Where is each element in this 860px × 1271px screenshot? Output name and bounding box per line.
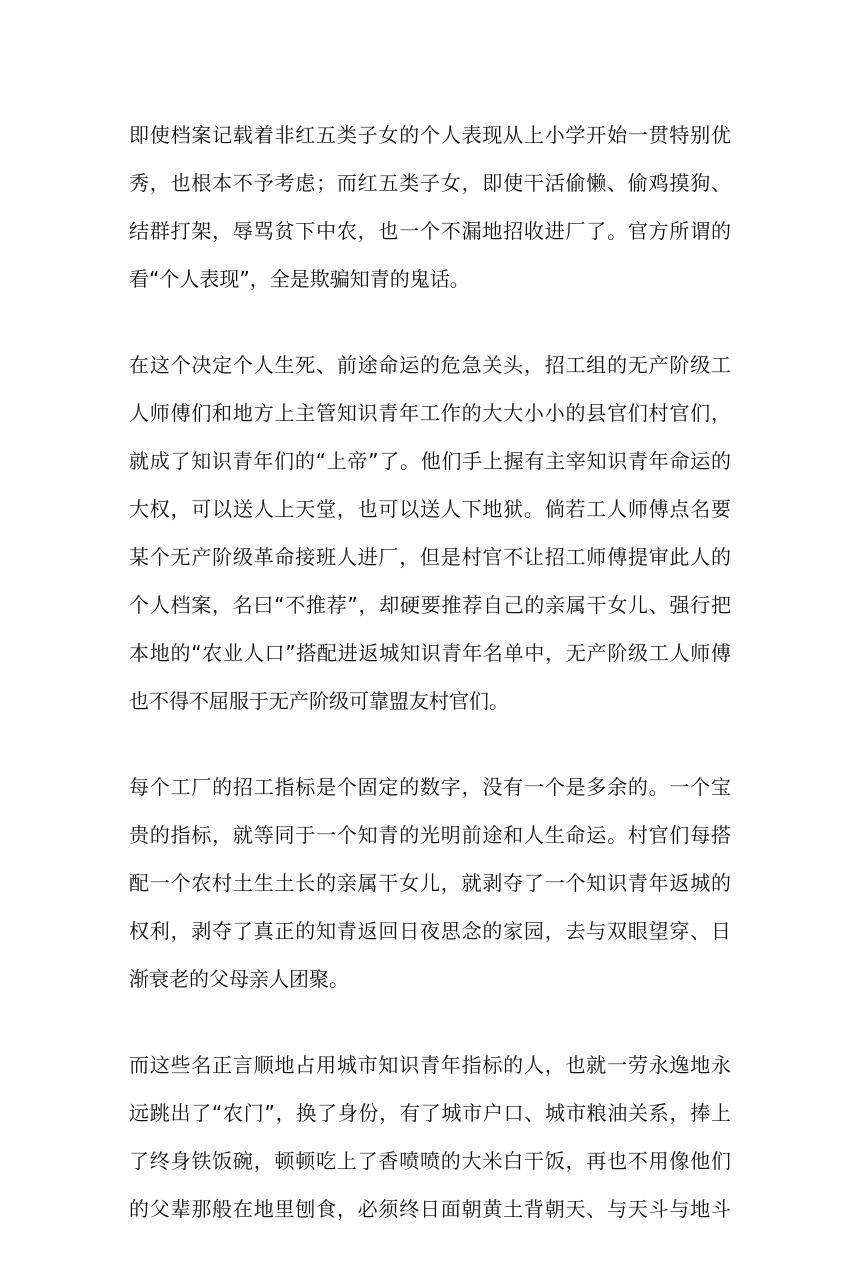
text-line: 人师傅们和地方上主管知识青年工作的大大小小的县官们村官们， [129, 401, 731, 425]
paragraph-4 [129, 1041, 731, 1233]
text-line: 就成了知识青年们的“上帝”了。他们手上握有主宰知识青年命运的 [129, 449, 731, 473]
text-line: 配一个农村土生土长的亲属干女儿，就剥夺了一个知识青年返城的 [129, 871, 731, 895]
text-line: 的父辈那般在地里刨食，必须终日面朝黄土背朝天、与天斗与地斗 [129, 1197, 731, 1221]
text-line: 也不得不屈服于无产阶级可靠盟友村官们。 [129, 689, 509, 713]
text-line: 看“个人表现”，全是欺骗知青的鬼话。 [129, 267, 470, 291]
text-line: 每个工厂的招工指标是个固定的数字，没有一个是多余的。一个宝 [129, 775, 731, 799]
text-line: 权利，剥夺了真正的知青返回日夜思念的家园，去与双眼望穿、日 [129, 919, 731, 943]
text-line: 渐衰老的父母亲人团聚。 [129, 967, 349, 991]
text-line: 而这些名正言顺地占用城市知识青年指标的人，也就一劳永逸地永 [129, 1053, 731, 1077]
paragraph-2 [129, 341, 731, 725]
text-line: 贵的指标，就等同于一个知青的光明前途和人生命运。村官们每搭 [129, 823, 731, 847]
text-line: 远跳出了“农门”，换了身份，有了城市户口、城市粮油关系，捧上 [129, 1101, 731, 1125]
text-line: 本地的“农业人口”搭配进返城知识青年名单中，无产阶级工人师傅 [129, 641, 731, 665]
text-line: 某个无产阶级革命接班人进厂，但是村官不让招工师傅提审此人的 [129, 545, 731, 569]
text-line: 在这个决定个人生死、前途命运的危急关头，招工组的无产阶级工 [129, 353, 731, 377]
text-line: 大权，可以送人上天堂，也可以送人下地狱。倘若工人师傅点名要 [129, 497, 731, 521]
text-line: 秀，也根本不予考虑；而红五类子女，即使干活偷懒、偷鸡摸狗、 [129, 171, 731, 195]
text-line: 即使档案记载着非红五类子女的个人表现从上小学开始一贯特别优 [129, 123, 731, 147]
text-line: 个人档案，名曰“不推荐”，却硬要推荐自己的亲属干女儿、强行把 [129, 593, 731, 617]
paragraph-1 [129, 111, 731, 303]
text-line: 结群打架，辱骂贫下中农，也一个不漏地招收进厂了。官方所谓的 [129, 219, 731, 243]
document-body [129, 111, 731, 1271]
paragraph-3 [129, 763, 731, 1003]
text-line: 了终身铁饭碗，顿顿吃上了香喷喷的大米白干饭，再也不用像他们 [129, 1149, 731, 1173]
